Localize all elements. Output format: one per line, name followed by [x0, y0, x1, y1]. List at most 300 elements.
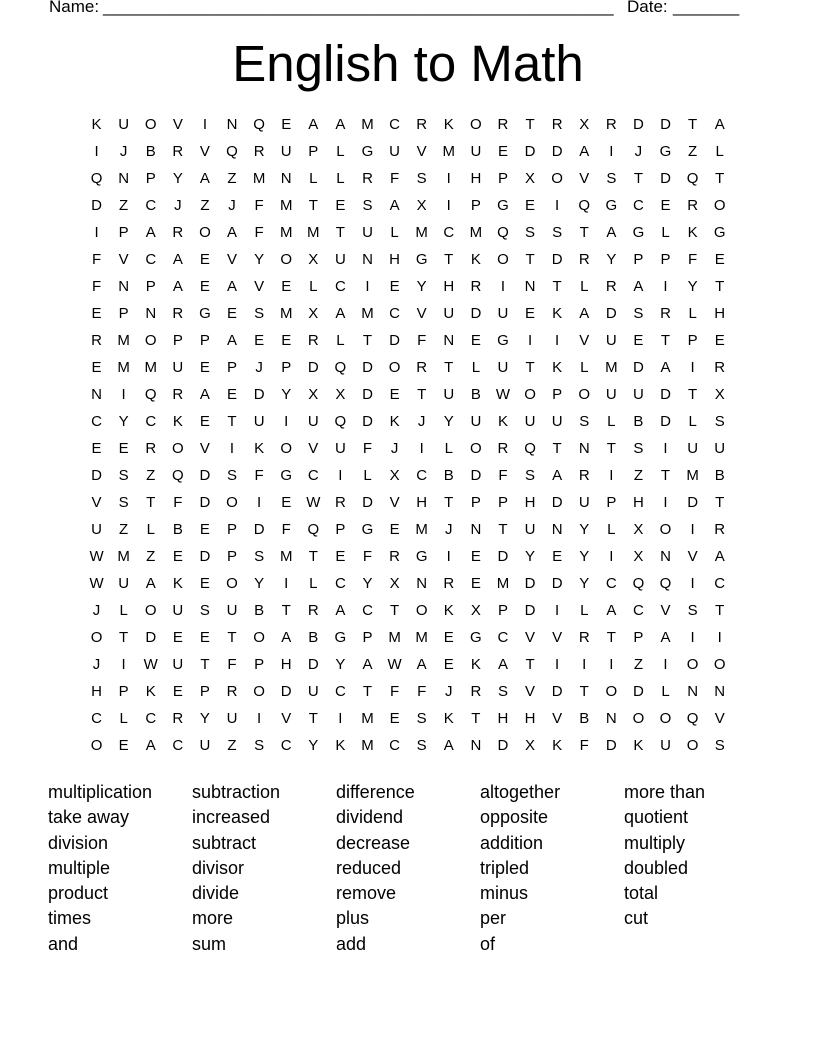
- grid-letter[interactable]: A: [145, 224, 156, 241]
- grid-letter[interactable]: A: [335, 305, 346, 322]
- grid-letter[interactable]: C: [145, 413, 157, 430]
- grid-letter[interactable]: M: [252, 170, 266, 187]
- grid-letter[interactable]: N: [470, 521, 482, 538]
- grid-letter[interactable]: I: [446, 170, 451, 187]
- grid-letter[interactable]: T: [471, 710, 481, 727]
- grid-letter[interactable]: C: [443, 224, 455, 241]
- grid-letter[interactable]: U: [524, 413, 536, 430]
- grid-letter[interactable]: V: [254, 278, 265, 295]
- grid-letter[interactable]: O: [470, 116, 482, 133]
- grid-letter[interactable]: Z: [119, 197, 129, 214]
- grid-letter[interactable]: U: [389, 143, 400, 160]
- grid-letter[interactable]: V: [660, 602, 671, 619]
- grid-letter[interactable]: I: [690, 629, 695, 646]
- grid-letter[interactable]: A: [714, 548, 725, 565]
- grid-letter[interactable]: I: [338, 467, 343, 484]
- grid-letter[interactable]: Y: [254, 251, 265, 268]
- grid-letter[interactable]: E: [660, 197, 671, 214]
- grid-letter[interactable]: G: [713, 224, 726, 241]
- grid-letter[interactable]: I: [717, 629, 722, 646]
- grid-letter[interactable]: V: [281, 710, 292, 727]
- grid-letter[interactable]: P: [362, 629, 373, 646]
- grid-letter[interactable]: M: [415, 521, 428, 538]
- grid-letter[interactable]: I: [555, 602, 560, 619]
- grid-letter[interactable]: S: [579, 413, 590, 430]
- grid-letter[interactable]: H: [633, 494, 644, 511]
- grid-letter[interactable]: R: [416, 359, 428, 376]
- grid-letter[interactable]: Q: [686, 710, 699, 727]
- grid-letter[interactable]: P: [470, 197, 481, 214]
- grid-letter[interactable]: L: [661, 683, 670, 700]
- grid-letter[interactable]: N: [226, 116, 238, 133]
- grid-letter[interactable]: Q: [307, 521, 320, 538]
- grid-letter[interactable]: G: [361, 521, 374, 538]
- grid-letter[interactable]: J: [390, 440, 399, 457]
- grid-letter[interactable]: T: [389, 602, 400, 619]
- grid-letter[interactable]: E: [199, 575, 210, 592]
- grid-letter[interactable]: K: [389, 413, 400, 430]
- grid-letter[interactable]: S: [254, 737, 265, 754]
- grid-letter[interactable]: U: [497, 359, 509, 376]
- grid-letter[interactable]: C: [334, 575, 346, 592]
- grid-letter[interactable]: R: [253, 143, 265, 160]
- grid-letter[interactable]: U: [199, 737, 211, 754]
- grid-letter[interactable]: N: [687, 683, 699, 700]
- grid-letter[interactable]: A: [172, 251, 183, 268]
- grid-letter[interactable]: R: [660, 305, 671, 322]
- grid-letter[interactable]: Y: [416, 278, 427, 295]
- grid-letter[interactable]: C: [714, 575, 726, 592]
- grid-letter[interactable]: U: [172, 359, 184, 376]
- grid-letter[interactable]: T: [281, 602, 291, 619]
- grid-letter[interactable]: T: [715, 602, 725, 619]
- grid-letter[interactable]: D: [362, 386, 373, 403]
- grid-letter[interactable]: O: [144, 116, 157, 133]
- grid-letter[interactable]: X: [525, 737, 536, 754]
- grid-letter[interactable]: E: [281, 278, 292, 295]
- grid-letter[interactable]: D: [687, 494, 699, 511]
- grid-letter[interactable]: T: [552, 440, 562, 457]
- grid-letter[interactable]: F: [281, 521, 291, 538]
- grid-letter[interactable]: O: [659, 521, 672, 538]
- grid-letter[interactable]: I: [202, 116, 207, 133]
- grid-letter[interactable]: Q: [686, 170, 699, 187]
- grid-letter[interactable]: E: [389, 521, 400, 538]
- grid-letter[interactable]: A: [606, 602, 617, 619]
- grid-letter[interactable]: T: [444, 494, 454, 511]
- grid-letter[interactable]: O: [686, 737, 699, 754]
- grid-letter[interactable]: Y: [118, 413, 129, 430]
- grid-letter[interactable]: O: [713, 656, 726, 673]
- grid-letter[interactable]: C: [334, 278, 346, 295]
- grid-letter[interactable]: Q: [144, 386, 157, 403]
- grid-letter[interactable]: D: [551, 251, 563, 268]
- grid-letter[interactable]: V: [389, 494, 400, 511]
- grid-letter[interactable]: P: [118, 305, 129, 322]
- grid-letter[interactable]: R: [714, 359, 726, 376]
- grid-letter[interactable]: P: [145, 170, 156, 187]
- grid-letter[interactable]: D: [605, 737, 617, 754]
- grid-letter[interactable]: D: [199, 548, 211, 565]
- grid-letter[interactable]: Y: [281, 386, 292, 403]
- grid-letter[interactable]: R: [172, 386, 184, 403]
- grid-letter[interactable]: O: [226, 494, 238, 511]
- grid-letter[interactable]: S: [606, 170, 617, 187]
- grid-letter[interactable]: I: [609, 143, 614, 160]
- grid-letter[interactable]: A: [443, 737, 454, 754]
- grid-letter[interactable]: C: [389, 116, 400, 133]
- grid-letter[interactable]: G: [415, 251, 428, 268]
- grid-letter[interactable]: P: [199, 683, 210, 700]
- grid-letter[interactable]: R: [470, 683, 482, 700]
- grid-letter[interactable]: A: [552, 467, 563, 484]
- grid-letter[interactable]: O: [659, 710, 672, 727]
- grid-letter[interactable]: M: [144, 359, 157, 376]
- grid-letter[interactable]: V: [227, 251, 238, 268]
- grid-letter[interactable]: Y: [606, 251, 617, 268]
- grid-letter[interactable]: T: [146, 494, 156, 511]
- grid-letter[interactable]: O: [199, 224, 211, 241]
- grid-letter[interactable]: R: [172, 710, 184, 727]
- grid-letter[interactable]: A: [145, 737, 156, 754]
- grid-letter[interactable]: L: [363, 467, 372, 484]
- grid-letter[interactable]: I: [690, 359, 695, 376]
- grid-letter[interactable]: D: [660, 116, 671, 133]
- grid-letter[interactable]: Q: [334, 413, 347, 430]
- grid-letter[interactable]: C: [145, 710, 157, 727]
- grid-letter[interactable]: O: [524, 386, 536, 403]
- grid-letter[interactable]: I: [609, 656, 614, 673]
- grid-letter[interactable]: D: [362, 413, 373, 430]
- grid-letter[interactable]: O: [632, 710, 645, 727]
- grid-letter[interactable]: I: [555, 332, 560, 349]
- grid-letter[interactable]: D: [470, 305, 482, 322]
- grid-letter[interactable]: S: [525, 467, 536, 484]
- grid-letter[interactable]: L: [309, 170, 318, 187]
- grid-letter[interactable]: M: [117, 359, 130, 376]
- grid-letter[interactable]: V: [552, 629, 563, 646]
- grid-letter[interactable]: Z: [119, 521, 129, 538]
- grid-letter[interactable]: A: [227, 278, 238, 295]
- grid-letter[interactable]: T: [606, 440, 616, 457]
- grid-letter[interactable]: M: [361, 305, 374, 322]
- grid-letter[interactable]: T: [119, 629, 129, 646]
- grid-letter[interactable]: F: [362, 548, 373, 565]
- grid-letter[interactable]: I: [527, 332, 533, 349]
- grid-letter[interactable]: U: [91, 521, 102, 538]
- grid-letter[interactable]: U: [605, 332, 617, 349]
- grid-letter[interactable]: M: [279, 197, 293, 214]
- grid-letter[interactable]: G: [659, 143, 672, 160]
- grid-letter[interactable]: S: [118, 467, 129, 484]
- grid-letter[interactable]: C: [307, 467, 319, 484]
- grid-letter[interactable]: D: [199, 494, 211, 511]
- grid-letter[interactable]: E: [470, 575, 481, 592]
- grid-letter[interactable]: M: [279, 224, 293, 241]
- grid-letter[interactable]: E: [633, 332, 644, 349]
- grid-letter[interactable]: V: [687, 548, 698, 565]
- grid-letter[interactable]: R: [605, 278, 617, 295]
- grid-letter[interactable]: S: [254, 305, 265, 322]
- grid-letter[interactable]: X: [525, 170, 536, 187]
- grid-letter[interactable]: T: [688, 386, 698, 403]
- grid-letter[interactable]: Y: [362, 575, 373, 592]
- grid-letter[interactable]: S: [633, 440, 644, 457]
- grid-letter[interactable]: O: [415, 602, 428, 619]
- grid-letter[interactable]: N: [118, 170, 130, 187]
- grid-letter[interactable]: I: [663, 278, 668, 295]
- grid-letter[interactable]: A: [714, 116, 725, 133]
- grid-letter[interactable]: N: [91, 386, 102, 403]
- grid-letter[interactable]: C: [497, 629, 509, 646]
- grid-letter[interactable]: S: [687, 602, 698, 619]
- grid-letter[interactable]: U: [307, 683, 319, 700]
- grid-letter[interactable]: L: [715, 143, 724, 160]
- grid-letter[interactable]: X: [389, 467, 400, 484]
- grid-letter[interactable]: A: [199, 386, 210, 403]
- grid-letter[interactable]: Y: [172, 170, 183, 187]
- grid-letter[interactable]: N: [280, 170, 292, 187]
- grid-letter[interactable]: C: [362, 602, 373, 619]
- grid-letter[interactable]: T: [579, 224, 589, 241]
- grid-letter[interactable]: Z: [227, 737, 237, 754]
- grid-letter[interactable]: P: [660, 251, 671, 268]
- grid-letter[interactable]: D: [91, 467, 102, 484]
- grid-letter[interactable]: V: [579, 170, 590, 187]
- grid-letter[interactable]: J: [92, 656, 101, 673]
- grid-letter[interactable]: F: [254, 467, 264, 484]
- grid-letter[interactable]: O: [497, 251, 509, 268]
- grid-letter[interactable]: Q: [659, 575, 672, 592]
- grid-letter[interactable]: K: [254, 440, 265, 457]
- grid-letter[interactable]: U: [714, 440, 726, 457]
- grid-letter[interactable]: R: [226, 683, 238, 700]
- grid-letter[interactable]: P: [497, 602, 508, 619]
- grid-letter[interactable]: C: [605, 575, 617, 592]
- grid-letter[interactable]: C: [280, 737, 292, 754]
- grid-letter[interactable]: V: [118, 251, 129, 268]
- grid-letter[interactable]: P: [118, 224, 129, 241]
- grid-letter[interactable]: B: [579, 710, 590, 727]
- grid-letter[interactable]: U: [443, 305, 455, 322]
- grid-letter[interactable]: K: [497, 413, 508, 430]
- grid-letter[interactable]: O: [388, 359, 401, 376]
- grid-letter[interactable]: G: [605, 197, 618, 214]
- grid-letter[interactable]: D: [551, 143, 563, 160]
- grid-letter[interactable]: P: [335, 521, 346, 538]
- grid-letter[interactable]: S: [714, 737, 725, 754]
- grid-letter[interactable]: D: [605, 305, 617, 322]
- grid-letter[interactable]: E: [227, 386, 238, 403]
- grid-letter[interactable]: E: [91, 440, 102, 457]
- grid-letter[interactable]: K: [172, 413, 183, 430]
- grid-letter[interactable]: A: [227, 224, 238, 241]
- grid-letter[interactable]: H: [443, 278, 455, 295]
- grid-letter[interactable]: Y: [199, 710, 210, 727]
- grid-letter[interactable]: A: [389, 197, 400, 214]
- grid-letter[interactable]: F: [254, 224, 264, 241]
- grid-letter[interactable]: A: [660, 359, 671, 376]
- grid-letter[interactable]: M: [442, 143, 456, 160]
- grid-letter[interactable]: I: [609, 548, 614, 565]
- grid-letter[interactable]: P: [633, 251, 644, 268]
- grid-letter[interactable]: T: [498, 521, 508, 538]
- grid-letter[interactable]: A: [416, 656, 427, 673]
- grid-letter[interactable]: U: [362, 224, 373, 241]
- grid-letter[interactable]: E: [335, 197, 346, 214]
- grid-letter[interactable]: X: [470, 602, 481, 619]
- name-blank-line[interactable]: ______________________________________________________: [103, 0, 614, 16]
- grid-letter[interactable]: T: [552, 278, 562, 295]
- grid-letter[interactable]: E: [199, 359, 210, 376]
- grid-letter[interactable]: Z: [227, 170, 237, 187]
- grid-letter[interactable]: D: [280, 683, 292, 700]
- grid-letter[interactable]: O: [144, 332, 157, 349]
- grid-letter[interactable]: R: [443, 575, 455, 592]
- grid-letter[interactable]: P: [308, 143, 319, 160]
- grid-letter[interactable]: V: [91, 494, 102, 511]
- grid-letter[interactable]: D: [362, 494, 373, 511]
- grid-letter[interactable]: L: [471, 359, 481, 376]
- grid-letter[interactable]: C: [633, 197, 644, 214]
- grid-letter[interactable]: F: [173, 494, 183, 511]
- grid-letter[interactable]: R: [605, 116, 617, 133]
- grid-letter[interactable]: A: [172, 278, 183, 295]
- grid-letter[interactable]: D: [551, 683, 563, 700]
- grid-letter[interactable]: L: [309, 575, 318, 592]
- grid-letter[interactable]: W: [89, 548, 104, 565]
- grid-letter[interactable]: I: [121, 656, 126, 673]
- grid-letter[interactable]: U: [687, 440, 699, 457]
- grid-letter[interactable]: L: [336, 170, 345, 187]
- grid-letter[interactable]: L: [444, 440, 453, 457]
- grid-letter[interactable]: E: [714, 332, 725, 349]
- grid-letter[interactable]: S: [362, 197, 373, 214]
- grid-letter[interactable]: U: [253, 413, 265, 430]
- grid-letter[interactable]: N: [416, 575, 428, 592]
- grid-letter[interactable]: P: [199, 332, 210, 349]
- grid-letter[interactable]: E: [281, 332, 292, 349]
- grid-letter[interactable]: Y: [443, 413, 454, 430]
- grid-letter[interactable]: I: [94, 143, 99, 160]
- grid-letter[interactable]: Y: [579, 575, 590, 592]
- grid-letter[interactable]: R: [91, 332, 102, 349]
- grid-letter[interactable]: L: [580, 359, 589, 376]
- grid-letter[interactable]: O: [578, 386, 591, 403]
- grid-letter[interactable]: R: [497, 116, 509, 133]
- grid-letter[interactable]: Z: [633, 467, 643, 484]
- grid-letter[interactable]: P: [145, 278, 156, 295]
- grid-letter[interactable]: R: [172, 224, 184, 241]
- grid-letter[interactable]: F: [688, 251, 698, 268]
- grid-letter[interactable]: T: [606, 629, 616, 646]
- grid-letter[interactable]: M: [415, 224, 428, 241]
- grid-letter[interactable]: X: [633, 548, 644, 565]
- grid-letter[interactable]: X: [416, 197, 427, 214]
- grid-letter[interactable]: O: [713, 197, 726, 214]
- grid-letter[interactable]: M: [415, 629, 428, 646]
- grid-letter[interactable]: C: [389, 305, 400, 322]
- grid-letter[interactable]: U: [443, 386, 455, 403]
- grid-letter[interactable]: T: [715, 278, 725, 295]
- grid-letter[interactable]: A: [308, 116, 319, 133]
- grid-letter[interactable]: J: [228, 197, 236, 214]
- grid-letter[interactable]: F: [91, 278, 102, 295]
- grid-letter[interactable]: S: [714, 413, 725, 430]
- grid-letter[interactable]: Y: [687, 278, 698, 295]
- grid-letter[interactable]: X: [308, 386, 319, 403]
- grid-letter[interactable]: D: [551, 494, 563, 511]
- grid-letter[interactable]: E: [118, 440, 129, 457]
- grid-letter[interactable]: W: [89, 575, 104, 592]
- grid-letter[interactable]: Z: [688, 143, 698, 160]
- grid-letter[interactable]: E: [470, 332, 481, 349]
- grid-letter[interactable]: K: [443, 116, 454, 133]
- grid-letter[interactable]: S: [416, 170, 427, 187]
- grid-letter[interactable]: X: [389, 575, 400, 592]
- grid-letter[interactable]: R: [551, 116, 563, 133]
- grid-letter[interactable]: N: [660, 548, 671, 565]
- grid-letter[interactable]: C: [416, 467, 428, 484]
- grid-letter[interactable]: F: [227, 656, 237, 673]
- grid-letter[interactable]: D: [470, 467, 482, 484]
- grid-letter[interactable]: A: [660, 629, 671, 646]
- grid-letter[interactable]: Y: [254, 575, 265, 592]
- grid-letter[interactable]: H: [470, 170, 482, 187]
- grid-letter[interactable]: P: [227, 548, 238, 565]
- grid-letter[interactable]: A: [579, 305, 590, 322]
- grid-letter[interactable]: M: [117, 332, 130, 349]
- grid-letter[interactable]: E: [335, 548, 346, 565]
- grid-letter[interactable]: E: [91, 305, 102, 322]
- grid-letter[interactable]: D: [389, 332, 400, 349]
- grid-letter[interactable]: I: [229, 440, 235, 457]
- grid-letter[interactable]: R: [362, 170, 373, 187]
- grid-letter[interactable]: J: [445, 521, 453, 538]
- grid-letter[interactable]: E: [199, 629, 210, 646]
- grid-letter[interactable]: Y: [579, 548, 590, 565]
- grid-letter[interactable]: D: [660, 170, 671, 187]
- grid-letter[interactable]: D: [307, 359, 319, 376]
- grid-letter[interactable]: M: [361, 116, 374, 133]
- grid-letter[interactable]: L: [390, 224, 399, 241]
- grid-letter[interactable]: I: [257, 710, 262, 727]
- grid-letter[interactable]: T: [579, 683, 589, 700]
- grid-letter[interactable]: S: [118, 494, 129, 511]
- grid-letter[interactable]: T: [660, 467, 671, 484]
- grid-letter[interactable]: U: [578, 494, 590, 511]
- grid-letter[interactable]: P: [497, 494, 508, 511]
- grid-letter[interactable]: A: [579, 143, 590, 160]
- grid-letter[interactable]: F: [389, 170, 400, 187]
- grid-letter[interactable]: P: [552, 386, 563, 403]
- grid-letter[interactable]: E: [470, 548, 481, 565]
- grid-letter[interactable]: E: [389, 386, 400, 403]
- grid-letter[interactable]: T: [525, 116, 535, 133]
- grid-letter[interactable]: U: [524, 521, 536, 538]
- grid-letter[interactable]: U: [334, 440, 346, 457]
- grid-letter[interactable]: F: [498, 467, 508, 484]
- grid-letter[interactable]: U: [334, 251, 346, 268]
- grid-letter[interactable]: U: [551, 413, 563, 430]
- grid-letter[interactable]: E: [172, 629, 183, 646]
- grid-letter[interactable]: T: [417, 386, 427, 403]
- grid-letter[interactable]: I: [690, 521, 695, 538]
- grid-letter[interactable]: C: [91, 413, 102, 430]
- grid-letter[interactable]: I: [257, 494, 262, 511]
- grid-letter[interactable]: D: [145, 629, 157, 646]
- grid-letter[interactable]: W: [306, 494, 321, 511]
